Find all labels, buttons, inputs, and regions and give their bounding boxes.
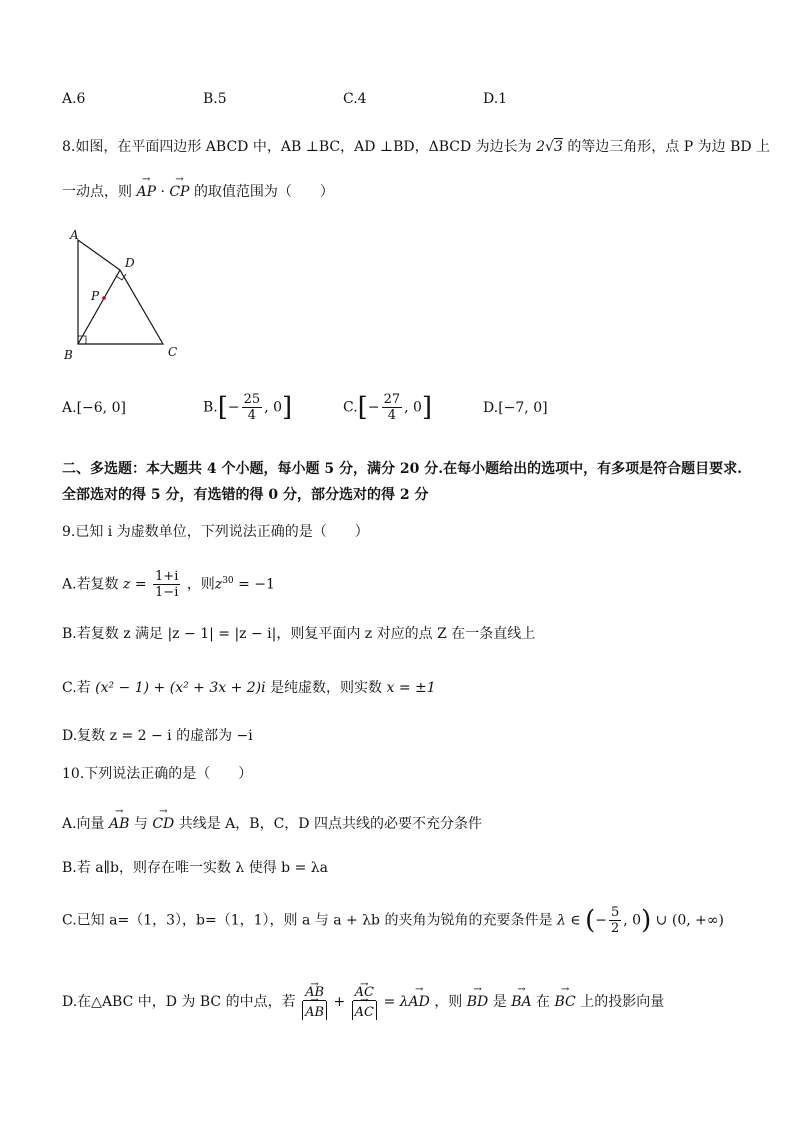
q9-stem: 9.已知 i 为虚数单位，下列说法正确的是（ ） bbox=[62, 524, 369, 540]
q8-option-d: D.[−7, 0] bbox=[483, 400, 548, 416]
q8-option-c: C.[− $\frac{27}{4}$ , 0] bbox=[343, 392, 433, 423]
vector-cd: → CD bbox=[152, 810, 174, 834]
label-b: B bbox=[64, 348, 73, 362]
q8-stem-part2: 的等边三角形，点 P 为边 BD 上 bbox=[567, 139, 771, 155]
q7-option-a: A.6 bbox=[62, 91, 86, 107]
label-d: D bbox=[125, 256, 135, 270]
q8-option-b: B.[− $\frac{25}{4}$ , 0] bbox=[203, 392, 293, 423]
q8-side-length: 2√3 bbox=[536, 139, 563, 155]
vector-ap: → AP bbox=[136, 178, 156, 202]
q7-option-b: B.5 bbox=[203, 91, 227, 107]
label-c: C bbox=[168, 345, 178, 359]
q9-option-a: A.若复数 z = $\frac{1+i}{1-i}$ ，则$z^{30} = -1$ bbox=[62, 569, 275, 601]
section2-heading-line2: 全部选对的得 5 分，有选错的得 0 分，部分选对的得 2 分 bbox=[62, 487, 429, 503]
q8-stem-line2: 一动点，则 → AP · → CP 的取值范围为（ ） bbox=[62, 178, 334, 202]
q9-option-d: D.复数 z = 2 − i 的虚部为 −i bbox=[62, 728, 253, 744]
segment-bd bbox=[78, 270, 120, 344]
section2-heading-line1: 二、多选题：本大题共 4 个小题，每小题 5 分，满分 20 分.在每小题给出的选项中，有多项是符合题目要求. bbox=[62, 461, 742, 477]
q8-figure bbox=[60, 225, 190, 365]
q8-stem-line1 bbox=[62, 137, 770, 157]
label-p: P bbox=[91, 289, 100, 303]
q10-stem: 10.下列说法正确的是（ ） bbox=[62, 766, 253, 782]
q8-option-a: A.[−6, 0] bbox=[62, 400, 126, 416]
vector-cp: → CP bbox=[169, 178, 189, 202]
q9-option-b: B.若复数 z 满足 |z − 1| = |z − i|，则复平面内 z 对应的点 Z 在一条直线上 bbox=[62, 626, 536, 642]
q10-option-b: B.若 a∥b，则存在唯一实数 λ 使得 b = λa bbox=[62, 860, 328, 876]
q10-option-d: D.在△ABC 中，D 为 BC 的中点，若 → AB → AB + → AC → AC = λ→ AD ，则 → BD 是 → BA 在 → BC 上的投影向量 bbox=[62, 978, 664, 1022]
vector-ab: → AB bbox=[109, 810, 129, 834]
q9-option-c: C.若 (x² − 1) + (x² + 3x + 2)i 是纯虚数，则实数 x = ±1 bbox=[62, 680, 436, 696]
q10-option-a: A.向量 → AB 与 → CD 共线是 A，B，C，D 四点共线的必要不充分条件 bbox=[62, 810, 482, 834]
label-a: A bbox=[70, 228, 79, 242]
q7-option-c: C.4 bbox=[343, 91, 367, 107]
q8-stem-part1: 8.如图，在平面四边形 ABCD 中，AB ⊥BC，AD ⊥BD，ΔBCD 为边长为 bbox=[62, 139, 532, 155]
q10-option-c: C.已知 a=（1，3），b=（1，1），则 a 与 a + λb 的夹角为锐角的充要条件是 λ ∈ (− $\frac{5}{2}$ , 0) ∪ (0, +∞) bbox=[62, 905, 724, 936]
point-p bbox=[102, 296, 106, 300]
q7-option-d: D.1 bbox=[483, 91, 508, 107]
